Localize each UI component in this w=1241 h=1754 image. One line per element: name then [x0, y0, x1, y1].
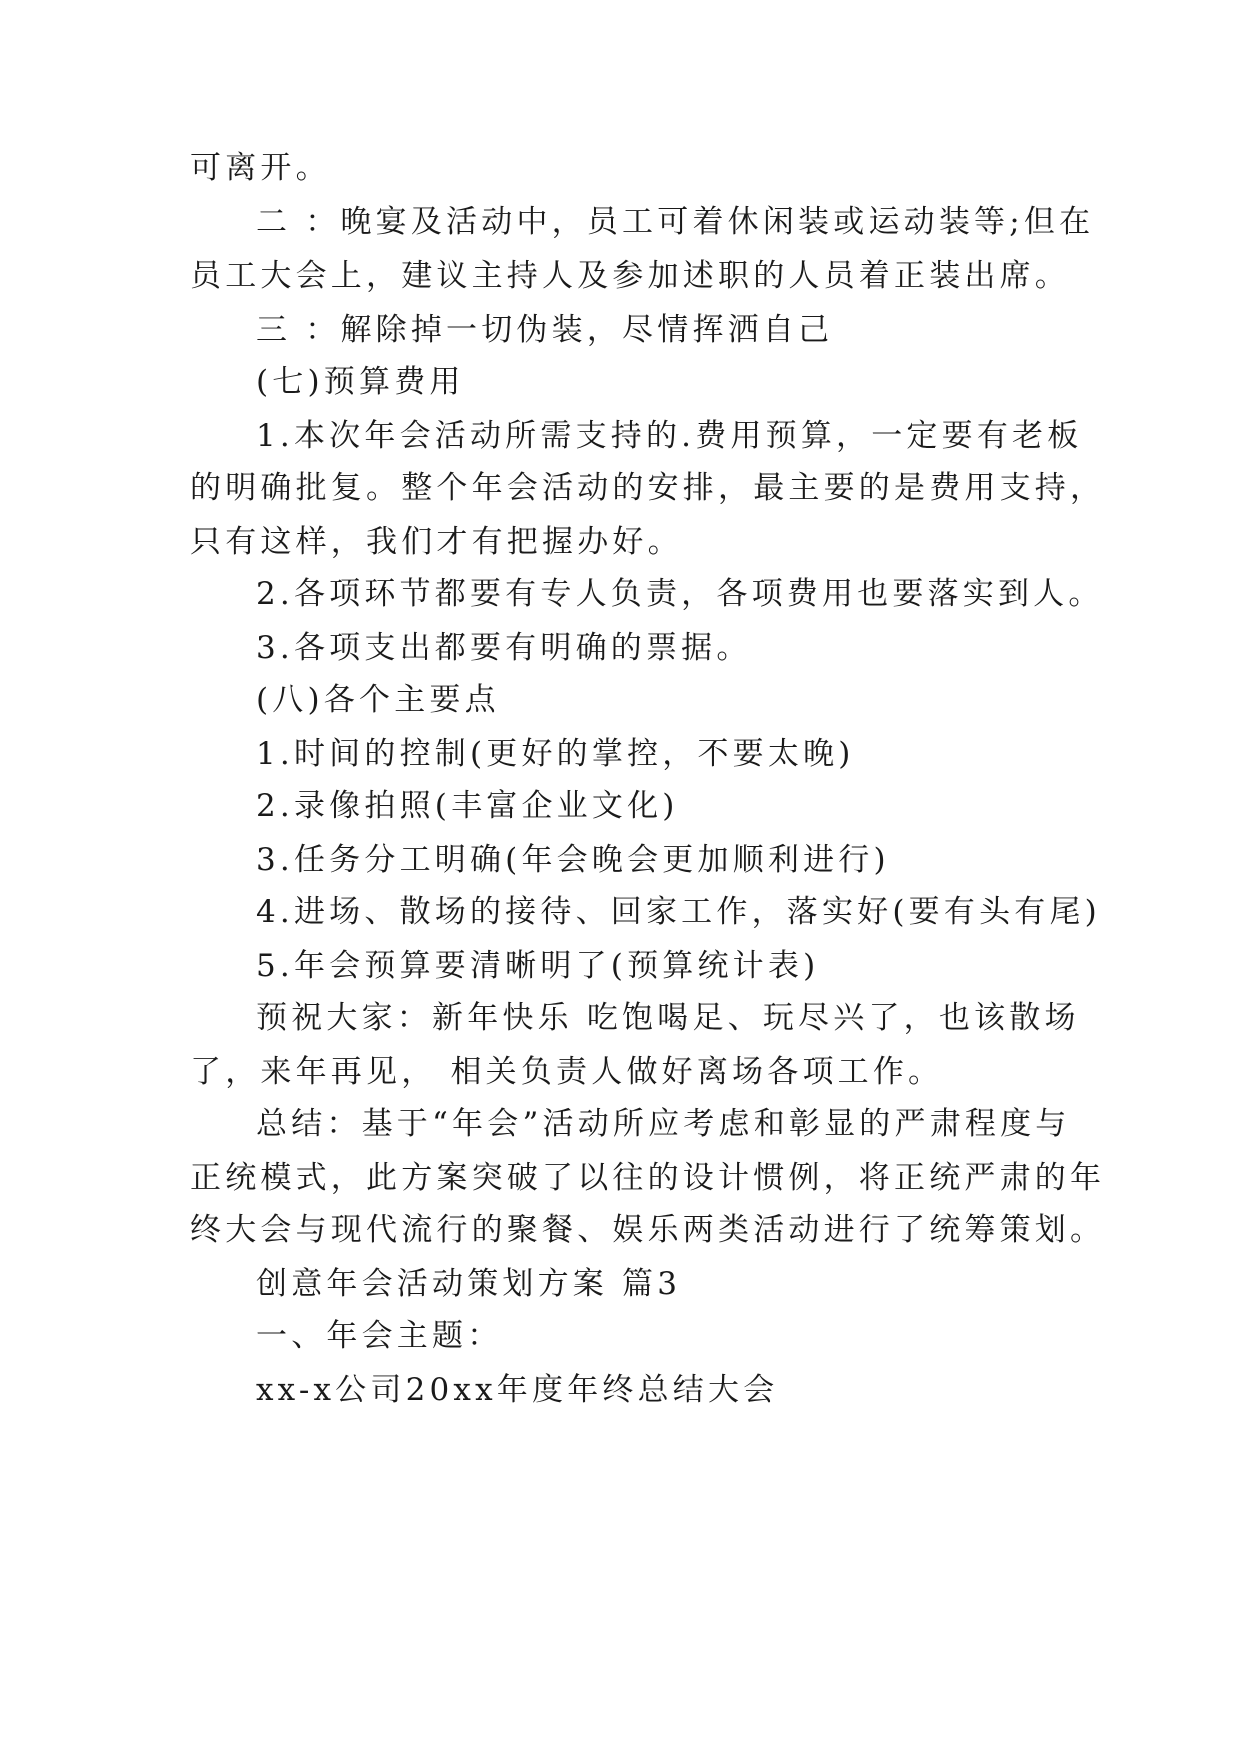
paragraph-line: 预祝大家：新年快乐 吃饱喝足、玩尽兴了，也该散场: [256, 1000, 1080, 1036]
paragraph-line: 了，来年再见， 相关负责人做好离场各项工作。: [190, 1054, 944, 1090]
paragraph-line: 三 ：解除掉一切伪装，尽情挥洒自己: [256, 312, 834, 348]
list-item: 2.录像拍照(丰富企业文化): [256, 788, 679, 824]
paragraph-line: 员工大会上，建议主持人及参加述职的人员着正装出席。: [190, 258, 1070, 294]
paragraph-line: 只有这样，我们才有把握办好。: [190, 524, 683, 560]
list-item: 5.年会预算要清晰明了(预算统计表): [256, 948, 820, 984]
list-item: 1.时间的控制(更好的掌控，不要太晚): [256, 736, 855, 772]
paragraph-line: 1.本次年会活动所需支持的.费用预算，一定要有老板: [256, 418, 1083, 454]
paragraph-line: 可离开。: [190, 150, 331, 186]
paragraph-line: 终大会与现代流行的聚餐、娱乐两类活动进行了统筹策划。: [190, 1212, 1106, 1248]
paragraph-line: 的明确批复。整个年会活动的安排，最主要的是费用支持，: [190, 470, 1106, 506]
paragraph-line: 3.各项支出都要有明确的票据。: [256, 630, 752, 666]
paragraph-line: 2.各项环节都要有专人负责，各项费用也要落实到人。: [256, 576, 1104, 612]
section-title: 创意年会活动策划方案 篇3: [256, 1266, 682, 1302]
section-heading: (七)预算费用: [256, 364, 465, 400]
list-item: 4.进场、散场的接待、回家工作，落实好(要有头有尾): [256, 894, 1101, 930]
list-item: 3.任务分工明确(年会晚会更加顺利进行): [256, 842, 890, 878]
paragraph-line: 正统模式，此方案突破了以往的设计惯例，将正统严肃的年: [190, 1160, 1106, 1196]
section-heading: 一、年会主题：: [256, 1318, 503, 1354]
paragraph-line: 总结：基于“年会”活动所应考虑和彰显的严肃程度与: [256, 1106, 1071, 1142]
section-heading: (八)各个主要点: [256, 682, 500, 718]
paragraph-line: 二 ：晚宴及活动中，员工可着休闲装或运动装等;但在: [256, 204, 1095, 240]
paragraph-line: xx-x公司20xx年度年终总结大会: [256, 1372, 779, 1408]
